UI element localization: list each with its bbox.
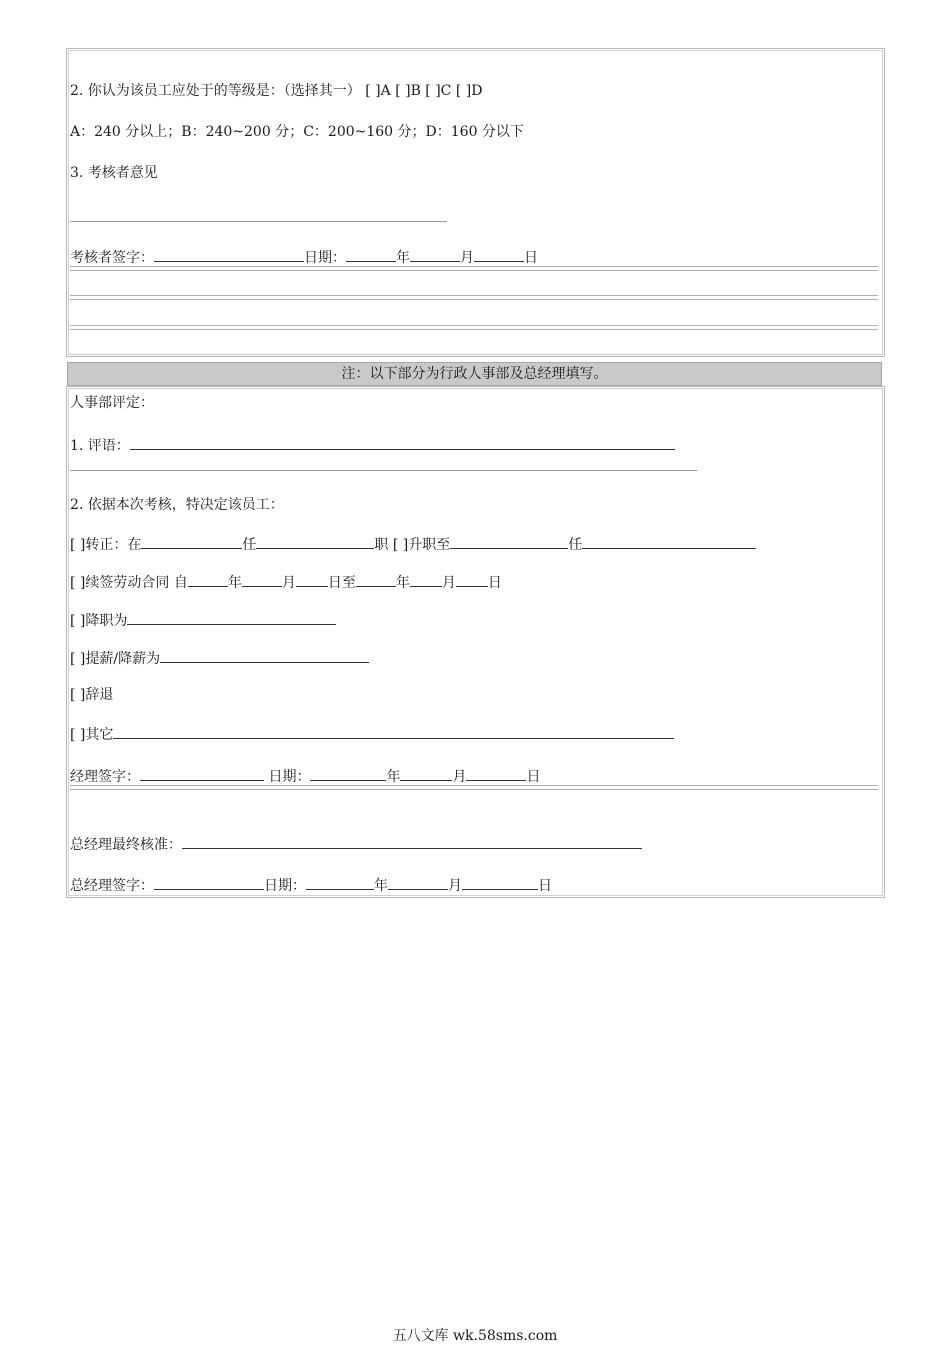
dismiss-label: 辞退 [85, 687, 114, 703]
gm-signature-label: 总经理签字： [70, 878, 154, 894]
checkbox[interactable]: [ ] [70, 727, 86, 743]
comment-row [70, 435, 675, 455]
month-label: 月 [452, 769, 467, 785]
day-label: 日 [526, 769, 541, 785]
assessor-signature-label: 考核者签字： [70, 250, 154, 266]
regularize-dept-field[interactable] [141, 534, 242, 549]
assessor-opinion-label: 3. 考核者意见 [70, 165, 158, 181]
comment-label: 1. 评语： [70, 438, 130, 454]
note-banner: 注：以下部分为行政人事部及总经理填写。 [67, 362, 882, 386]
gm-month-field[interactable] [388, 875, 448, 890]
row-divider [70, 266, 878, 271]
gm-approval-label: 总经理最终核准： [70, 837, 182, 853]
renew-from-day[interactable] [296, 572, 328, 587]
year-label: 年 [396, 250, 410, 266]
renew-to-year[interactable] [356, 572, 396, 587]
position-label: 职 [374, 537, 389, 553]
month-label: 月 [441, 575, 456, 591]
opinion-line[interactable] [70, 221, 447, 222]
manager-signature-field[interactable] [140, 766, 264, 781]
gm-approval-field[interactable] [182, 834, 642, 849]
gm-approval-row [70, 834, 642, 854]
month-label: 月 [460, 250, 474, 266]
manager-year-field[interactable] [310, 766, 386, 781]
other-field[interactable] [113, 724, 674, 739]
regularize-position-field[interactable] [256, 534, 374, 549]
grade-question: 2. 你认为该员工应处于的等级是：（选择其一） [ ]A [ ]B [ ]C [ ]D [70, 83, 483, 99]
regularize-row [70, 534, 756, 554]
row-divider [70, 325, 878, 330]
assessor-month-field[interactable] [410, 247, 460, 262]
comment-line-2[interactable] [70, 470, 697, 471]
grade-scale: A：240 分以上；B：240~200 分；C：200~160 分；D：160 分以下 [70, 124, 524, 140]
day-to-label: 日至 [327, 575, 356, 591]
gm-signature-field[interactable] [154, 875, 264, 890]
comment-field[interactable] [130, 435, 675, 450]
demote-label: 降职为 [85, 613, 128, 629]
hr-title: 人事部评定： [70, 395, 154, 411]
checkbox[interactable]: [ ] [70, 651, 86, 667]
checkbox[interactable]: [ ] [70, 613, 86, 629]
manager-date-label: 日期： [268, 769, 311, 785]
footer-watermark: 五八文库 wk.58sms.com [392, 1328, 558, 1344]
renew-row [70, 572, 502, 592]
salary-label: 提薪/降薪为 [85, 651, 161, 667]
demote-row [70, 610, 336, 630]
regularize-label: 转正：在 [85, 537, 142, 553]
gm-year-field[interactable] [306, 875, 374, 890]
gm-date-label: 日期： [264, 878, 306, 894]
day-label: 日 [487, 575, 502, 591]
assessor-date-label: 日期： [304, 250, 346, 266]
manager-month-field[interactable] [400, 766, 452, 781]
demote-field[interactable] [127, 610, 336, 625]
renew-to-day[interactable] [456, 572, 488, 587]
renew-from-year[interactable] [188, 572, 228, 587]
gm-signature-row [70, 875, 552, 895]
checkbox[interactable]: [ ] [70, 575, 86, 591]
manager-day-field[interactable] [466, 766, 526, 781]
row-divider [70, 785, 878, 790]
manager-signature-label: 经理签字： [70, 769, 140, 785]
other-row [70, 724, 674, 744]
checkbox[interactable]: [ ] [70, 687, 86, 703]
decision-label: 2. 依据本次考核，特决定该员工： [70, 497, 284, 513]
salary-field[interactable] [160, 648, 369, 663]
year-label: 年 [227, 575, 242, 591]
manager-signature-row [70, 766, 540, 786]
renew-from-month[interactable] [242, 572, 282, 587]
promote-label: 升职至 [408, 537, 451, 553]
salary-row [70, 648, 369, 668]
month-label: 月 [281, 575, 296, 591]
post-label: 任 [242, 537, 257, 553]
assessor-year-field[interactable] [346, 247, 396, 262]
post-label: 任 [568, 537, 583, 553]
renew-label: 续签劳动合同 自 [85, 575, 188, 591]
dismiss-row [70, 686, 113, 704]
assessor-signature-row [70, 247, 538, 267]
gm-day-field[interactable] [462, 875, 538, 890]
hr-section-box [66, 386, 885, 898]
checkbox[interactable]: [ ] [70, 537, 86, 553]
day-label: 日 [524, 250, 538, 266]
year-label: 年 [374, 878, 388, 894]
promote-dept-field[interactable] [450, 534, 568, 549]
renew-to-month[interactable] [410, 572, 442, 587]
year-label: 年 [386, 769, 401, 785]
row-divider [70, 295, 878, 300]
other-label: 其它 [85, 727, 114, 743]
month-label: 月 [448, 878, 462, 894]
checkbox[interactable]: [ ] [392, 537, 409, 553]
assessor-day-field[interactable] [474, 247, 524, 262]
assessor-signature-field[interactable] [154, 247, 304, 262]
year-label: 年 [395, 575, 410, 591]
day-label: 日 [538, 878, 552, 894]
promote-position-field[interactable] [582, 534, 756, 549]
